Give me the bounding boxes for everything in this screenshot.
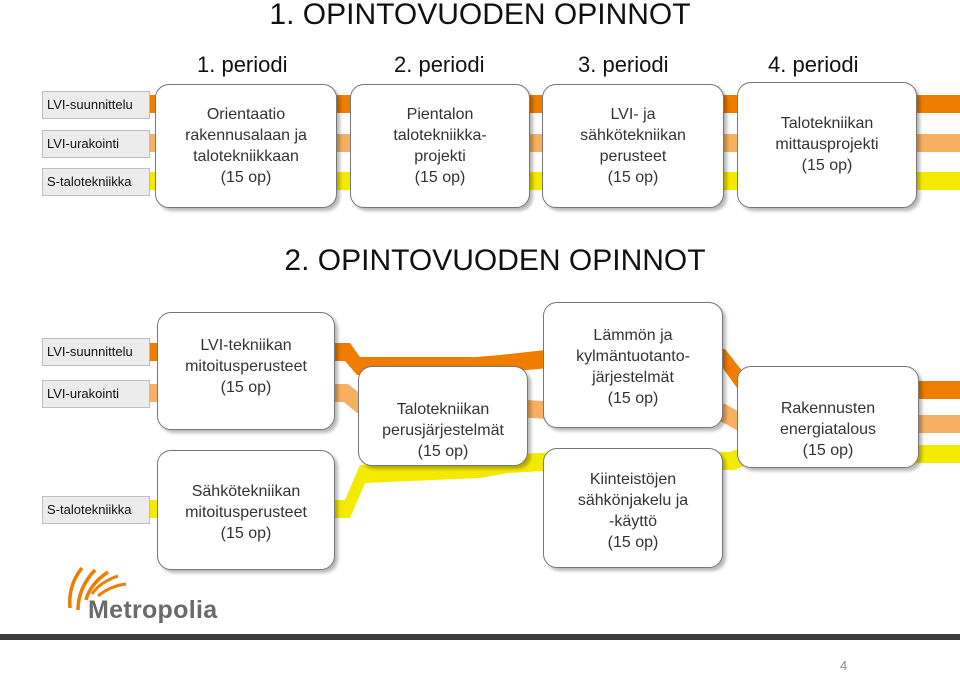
footer-divider xyxy=(0,634,960,640)
page-number: 4 xyxy=(840,658,848,673)
y2-track-label-lvi-urakointi: LVI-urakointi xyxy=(42,380,150,408)
course-perusjarjestelmat-text: Talotekniikan perusjärjestelmät (15 op) xyxy=(382,401,504,460)
y2-track-label-lvi-suunnittelu: LVI-suunnittelu xyxy=(42,338,150,366)
course-sahko-mitoitusperusteet-text: Sähkötekniikan mitoitusperusteet (15 op) xyxy=(185,483,307,542)
course-lvi-sahko-perusteet-text: LVI- ja sähkötekniikan perusteet (15 op) xyxy=(580,106,686,186)
period-2-label: 2. periodi xyxy=(394,52,485,77)
course-energiatalous xyxy=(737,366,919,468)
period-3-label: 3. periodi xyxy=(578,52,669,77)
course-lvi-mitoitusperusteet-text: LVI-tekniikan mitoitusperusteet (15 op) xyxy=(185,337,307,396)
period-4-label: 4. periodi xyxy=(768,52,859,77)
y1-track-label-lvi-suunnittelu: LVI-suunnittelu xyxy=(42,91,150,119)
course-kiinteistojen-sahkonjakelu-text: Kiinteistöjen sähkönjakelu ja -käyttö (15 op) xyxy=(577,471,689,551)
course-lvi-sahko-perusteet xyxy=(542,84,724,208)
metropolia-logo: Metropolia xyxy=(88,596,218,624)
course-pientalon-projekti-text: Pientalon talotekniikka- projekti (15 op) xyxy=(393,106,487,186)
course-energiatalous-text: Rakennusten energiatalous (15 op) xyxy=(779,400,877,459)
course-lvi-mitoitusperusteet xyxy=(157,312,335,430)
course-mittausprojekti-text: Talotekniikan mittausprojekti (15 op) xyxy=(775,115,879,174)
course-lammon-kylmantuotanto xyxy=(543,302,723,428)
y1-track-label-s-talotekniikka: S-talotekniikka xyxy=(42,168,150,196)
course-mittausprojekti xyxy=(737,82,917,208)
course-orientaatio xyxy=(155,84,337,208)
course-lammon-kylmantuotanto-text: Lämmön ja kylmäntuotanto- järjestelmät (15 op) xyxy=(576,327,690,407)
course-perusjarjestelmat xyxy=(358,366,528,466)
course-sahko-mitoitusperusteet xyxy=(157,450,335,570)
year2-title: 2. OPINTOVUODEN OPINNOT xyxy=(284,244,706,277)
y1-track-label-lvi-urakointi: LVI-urakointi xyxy=(42,130,150,158)
y2-track-label-s-talotekniikka: S-talotekniikka xyxy=(42,496,150,524)
course-kiinteistojen-sahkonjakelu xyxy=(543,448,723,568)
period-1-label: 1. periodi xyxy=(197,52,288,77)
year1-title: 1. OPINTOVUODEN OPINNOT xyxy=(269,0,691,31)
course-pientalon-projekti xyxy=(350,84,530,208)
course-orientaatio-text: Orientaatio rakennusalaan ja talotekniikkaan (15 op) xyxy=(185,106,307,186)
